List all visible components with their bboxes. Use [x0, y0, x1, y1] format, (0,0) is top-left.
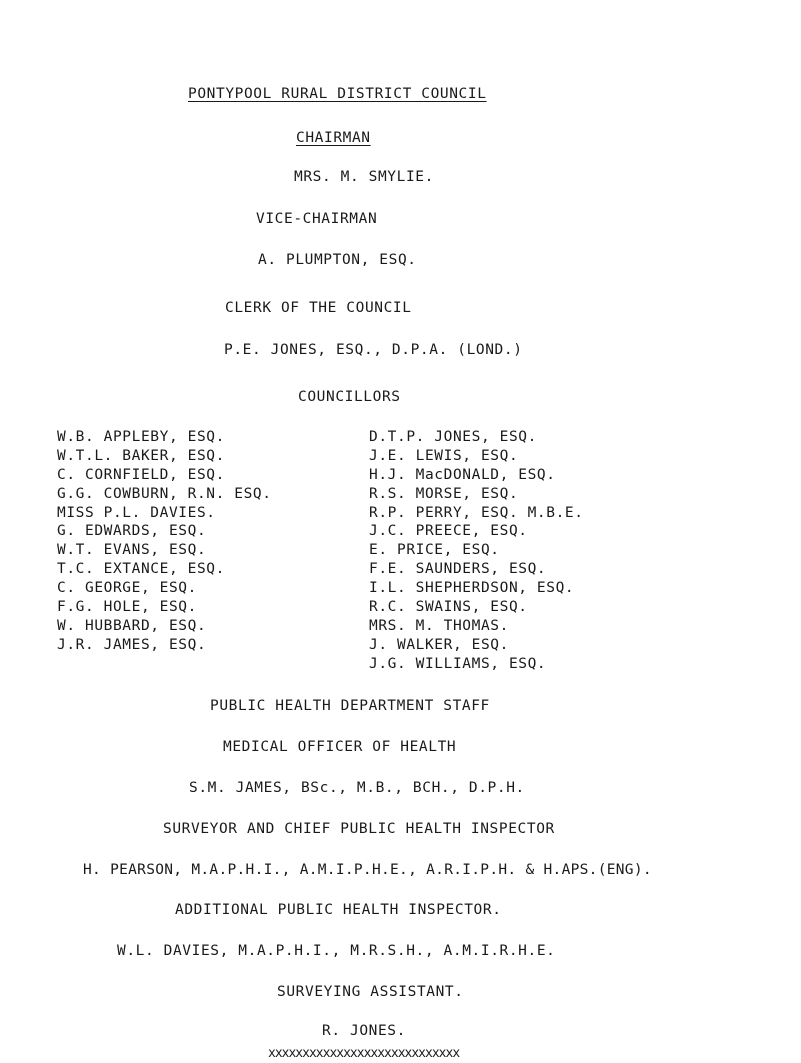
- councillor-name: I.L. SHEPHERDSON, ESQ.: [369, 580, 575, 597]
- councillor-name: E. PRICE, ESQ.: [369, 542, 500, 559]
- councillors-left-column: [57, 428, 272, 655]
- chairman-heading: CHAIRMAN: [296, 130, 371, 146]
- councillor-name: W.T. EVANS, ESQ.: [57, 542, 207, 559]
- moh-heading: MEDICAL OFFICER OF HEALTH: [223, 739, 457, 755]
- councillor-name: R.S. MORSE, ESQ.: [369, 485, 519, 502]
- footer-rule: xxxxxxxxxxxxxxxxxxxxxxxxxxxx: [268, 1046, 460, 1061]
- councillor-name: C. GEORGE, ESQ.: [57, 580, 197, 597]
- councillor-name: W.T.L. BAKER, ESQ.: [57, 447, 225, 464]
- councillor-name: F.E. SAUNDERS, ESQ.: [369, 561, 547, 578]
- councillor-name: J.G. WILLIAMS, ESQ.: [369, 655, 547, 672]
- councillor-name: F.G. HOLE, ESQ.: [57, 599, 197, 616]
- councillor-name: J.R. JAMES, ESQ.: [57, 636, 207, 653]
- councillor-name: J.E. LEWIS, ESQ.: [369, 447, 519, 464]
- councillor-name: G. EDWARDS, ESQ.: [57, 523, 207, 540]
- councillor-name: J.C. PREECE, ESQ.: [369, 523, 528, 540]
- councillor-name: R.P. PERRY, ESQ. M.B.E.: [369, 504, 584, 521]
- councillor-name: C. CORNFIELD, ESQ.: [57, 466, 225, 483]
- clerk-name: P.E. JONES, ESQ., D.P.A. (LOND.): [224, 342, 523, 358]
- staff-heading: PUBLIC HEALTH DEPARTMENT STAFF: [210, 698, 490, 714]
- councillor-name: H.J. MacDONALD, ESQ.: [369, 466, 556, 483]
- surveying-assistant-heading: SURVEYING ASSISTANT.: [277, 984, 464, 1000]
- councillor-name: D.T.P. JONES, ESQ.: [369, 429, 537, 445]
- council-title: PONTYPOOL RURAL DISTRICT COUNCIL: [188, 86, 487, 102]
- surveying-assistant-name: R. JONES.: [322, 1023, 406, 1039]
- vice-chairman-heading: VICE-CHAIRMAN: [256, 211, 378, 227]
- additional-inspector-name: W.L. DAVIES, M.A.P.H.I., M.R.S.H., A.M.I.R.H.E.: [117, 943, 556, 959]
- councillors-right-column: [369, 428, 584, 674]
- moh-name: S.M. JAMES, BSc., M.B., BCH., D.P.H.: [189, 780, 525, 796]
- councillor-name: MRS. M. THOMAS.: [369, 617, 509, 634]
- councillor-name: R.C. SWAINS, ESQ.: [369, 599, 528, 616]
- councillor-name: MISS P.L. DAVIES.: [57, 504, 216, 521]
- additional-inspector-heading: ADDITIONAL PUBLIC HEALTH INSPECTOR.: [175, 902, 502, 918]
- councillor-name: T.C. EXTANCE, ESQ.: [57, 561, 225, 578]
- surveyor-heading: SURVEYOR AND CHIEF PUBLIC HEALTH INSPECTOR: [163, 821, 555, 837]
- surveyor-name: H. PEARSON, M.A.P.H.I., A.M.I.P.H.E., A.R.I.P.H. & H.APS.(ENG).: [83, 862, 652, 878]
- vice-chairman-name: A. PLUMPTON, ESQ.: [258, 252, 417, 268]
- councillor-name: W.B. APPLEBY, ESQ.: [57, 429, 225, 445]
- councillor-name: W. HUBBARD, ESQ.: [57, 617, 207, 634]
- clerk-heading: CLERK OF THE COUNCIL: [225, 300, 412, 316]
- councillor-name: J. WALKER, ESQ.: [369, 636, 509, 653]
- chairman-name: MRS. M. SMYLIE.: [294, 169, 434, 185]
- councillor-name: G.G. COWBURN, R.N. ESQ.: [57, 485, 272, 502]
- councillors-heading: COUNCILLORS: [298, 389, 401, 405]
